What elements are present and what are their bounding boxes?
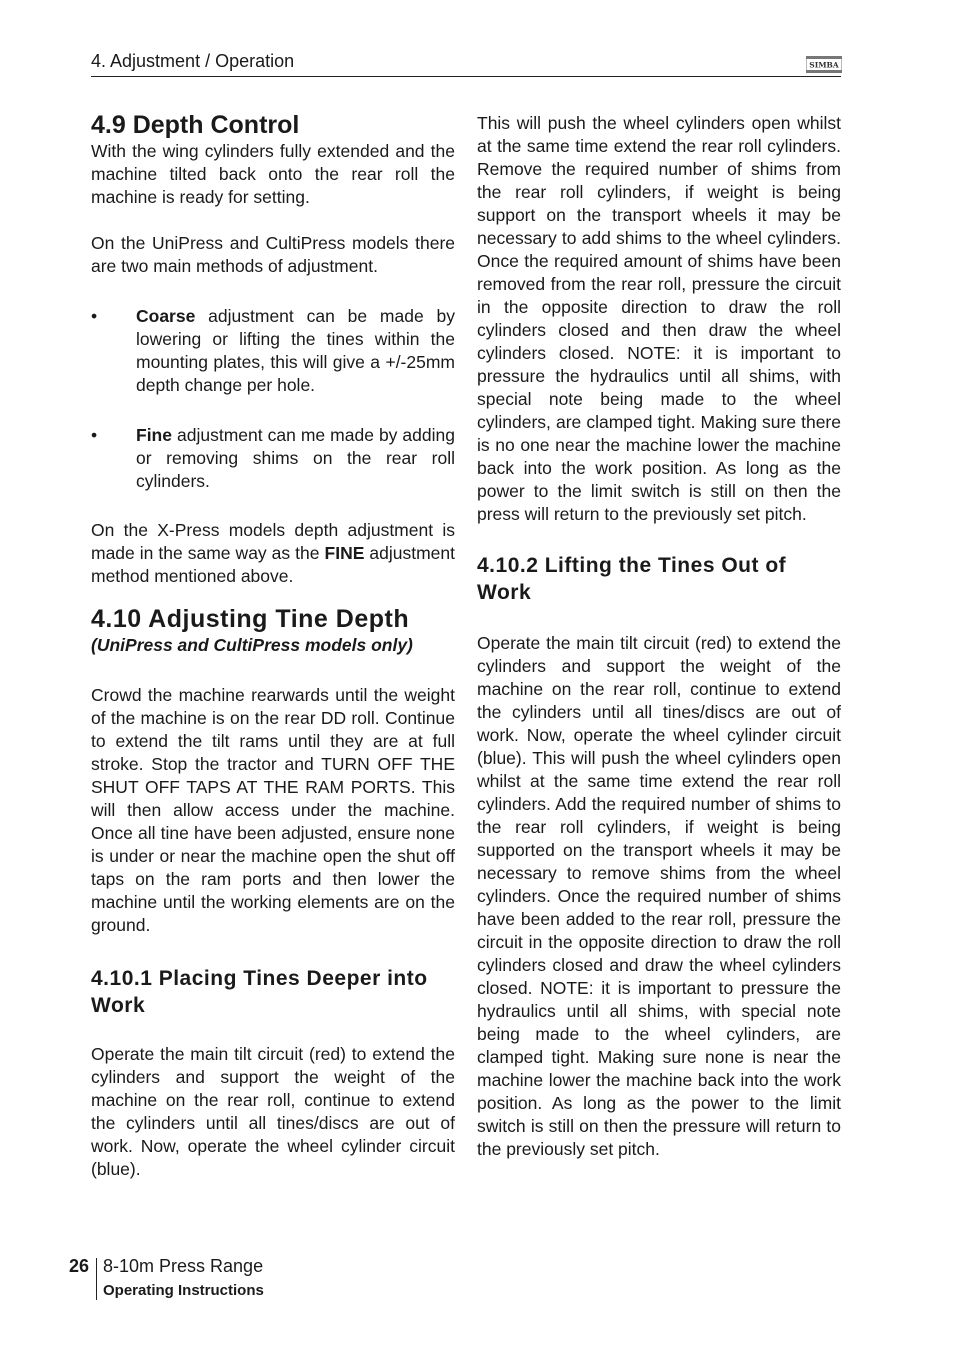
paragraph-xpress: On the X-Press models depth adjustment is made in the same way as the FINE adjustment method mentioned above.: [91, 520, 456, 586]
heading-lifting-out: 4.10.2 Lifting the Tines Out of Work: [477, 554, 787, 604]
running-header: 4. Adjustment / Operation: [91, 51, 295, 71]
left-column: [91, 110, 455, 1181]
paragraph: Operate the main tilt circuit (red) to extend the cylinders and support the weight of the machine on the rear roll, continue to extend the cylinders until all tines/discs are out of work. Now, operate the wheel cylinder circuit (blue).: [91, 1044, 455, 1179]
footer-title: 8-10m Press Range: [103, 1256, 264, 1276]
bullet-coarse: • Coarse adjustment can be made by lowering or lifting the tines within the mounting plates, this will give a +/-25mm depth change per hole.: [91, 306, 455, 395]
heading-depth-control: 4.9 Depth Control: [91, 111, 300, 139]
footer-divider: [96, 1258, 97, 1300]
bullet-dot: •: [91, 425, 98, 445]
page-number: 26: [69, 1256, 90, 1276]
bullet-fine: • Fine adjustment can me made by adding or removing shims on the rear roll cylinders.: [91, 425, 455, 491]
subtitle-models: (UniPress and CultiPress models only): [91, 635, 413, 655]
right-column: [477, 112, 841, 1161]
paragraph: With the wing cylinders fully extended and the machine tilted back onto the rear roll the machine is ready for setting.: [91, 141, 455, 207]
heading-placing-deeper: 4.10.1 Placing Tines Deeper into Work: [91, 967, 428, 1017]
simba-logo: [806, 56, 842, 73]
paragraph: On the UniPress and CultiPress models there are two main methods of adjustment.: [91, 233, 455, 276]
header-rule: [91, 76, 841, 77]
paragraph: Crowd the machine rearwards until the weight of the machine is on the rear DD roll. Continue to extend the tilt rams until they are at full stroke. Stop the tractor and TURN OFF THE SHUT OFF TAPS AT THE RAM PORTS. This will then allow access under the machine. Once all tine have been adjusted, ensure none is under or near the machine open the shut off taps on the ram ports and then lower the machine until the working elements are on the ground.: [91, 685, 455, 935]
heading-adjusting-tine-depth: 4.10 Adjusting Tine Depth: [91, 605, 410, 633]
svg-text:SIMBA: SIMBA: [809, 60, 839, 70]
footer-subtitle: Operating Instructions: [103, 1282, 264, 1299]
bullet-dot: •: [91, 306, 98, 326]
paragraph: This will push the wheel cylinders open whilst at the same time extend the rear roll cylinders. Remove the required number of shims from the rear roll cylinders, if weight is being support on the transport wheels it may be necessary to add shims to the wheel cylinders. Once the required amount of shims have been removed from the rear roll, pressure the circuit in the opposite direction to draw the roll cylinders closed and then draw the wheel cylinders closed. NOTE: it is important to pressure the hydraulics until all shims, with special note being made to the wheel cylinders, are clamped tight. Making sure there is no one near the machine lower the machine back into the work position. As long as the power to the limit switch is still on then the press will return to the previously set pitch.: [477, 113, 841, 524]
paragraph: Operate the main tilt circuit (red) to extend the cylinders and support the weight of the machine on the rear roll, continue to extend the cylinders until all tines/discs are out of work. Now, operate the wheel cylinder circuit (blue). This will push the wheel cylinders open whilst at the same time extend the rear roll cylinders. Add the required number of shims to the rear roll cylinders, if weight is being supported on the transport wheels it may be necessary to remove shims from the wheel cylinders. Once the required number of shims have been added to the rear roll, pressure the circuit in the opposite direction to draw the roll cylinders closed and draw the wheel cylinders closed. NOTE: it is important to pressure the hydraulics until all shims, with special note being made to the wheel cylinders, are clamped tight. Making sure none is near the machine lower the machine back into the work position. As long as the power to the limit switch is still on then the pressure will return to the previously set pitch.: [477, 633, 841, 1159]
